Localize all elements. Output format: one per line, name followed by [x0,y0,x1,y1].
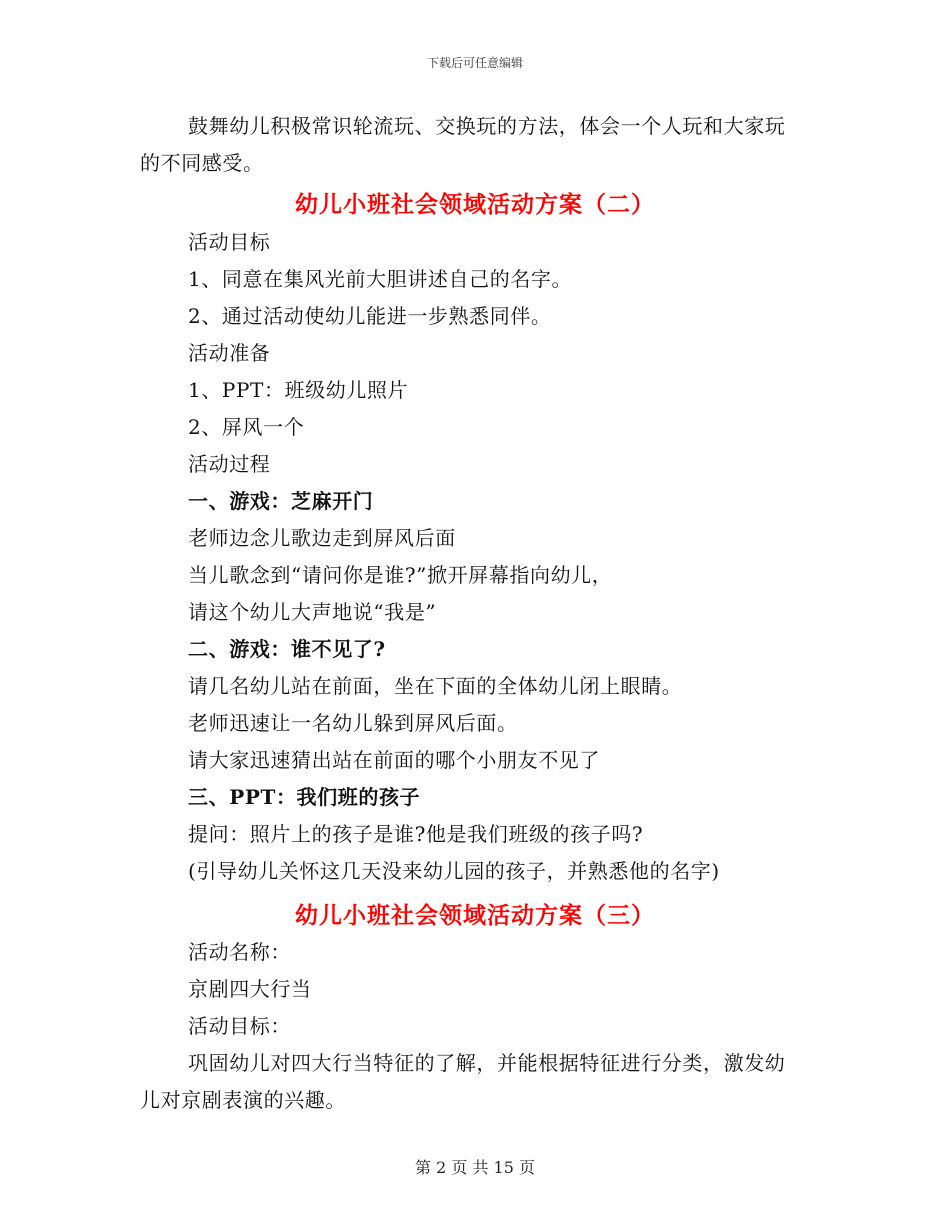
game2-line-1: 请几名幼儿站在前面，坐在下面的全体幼儿闭上眼睛。 [188,674,683,698]
section2-process-heading: 活动过程 [188,452,271,476]
game2-line-3: 请大家迅速猜出站在前面的哪个小朋友不见了 [188,748,600,772]
section2-title: 幼儿小班社会领域活动方案（二） [295,191,655,218]
section2-goal-heading: 活动目标 [188,230,271,254]
game1-line-2: 当儿歌念到“请问你是谁?”掀开屏幕指向幼儿， [188,563,613,587]
game3-heading: 三、PPT：我们班的孩子 [188,785,421,809]
page-footer: 第 2 页 共 15 页 [415,1158,535,1177]
section3-title: 幼儿小班社会领域活动方案（三） [295,902,655,929]
page-header: 下载后可任意编辑 [426,56,523,70]
game1-heading: 一、游戏：芝麻开门 [188,489,374,513]
game1-line-3: 请这个幼儿大声地说“我是” [188,600,437,624]
game2-line-2: 老师迅速让一名幼儿躲到屏风后面。 [188,711,518,735]
section3-goal-heading: 活动目标： [188,1014,291,1038]
section2-prep-1: 1、PPT：班级幼儿照片 [188,378,409,402]
game3-line-1: 提问：照片上的孩子是谁?他是我们班级的孩子吗? [188,822,644,846]
section2-prep-heading: 活动准备 [188,341,271,365]
section2-goal-1: 1、同意在集风光前大胆讲述自己的名字。 [188,267,573,291]
section2-goal-2: 2、通过活动使幼儿能进一步熟悉同伴。 [188,304,552,328]
game3-line-2: (引导幼儿关怀这几天没来幼儿园的孩子，并熟悉他的名字) [188,859,720,883]
game2-heading: 二、游戏：谁不见了? [188,637,386,661]
game1-line-1: 老师边念儿歌边走到屏风后面 [188,526,456,550]
intro-paragraph: 鼓舞幼儿积极常识轮流玩、交换玩的方法，体会一个人玩和大家玩的不同感受。 [140,114,786,175]
section3-name-heading: 活动名称： [188,940,291,964]
section2-prep-2: 2、屏风一个 [188,415,305,439]
section3-goal-paragraph: 巩固幼儿对四大行当特征的了解，并能根据特征进行分类，激发幼儿对京剧表演的兴趣。 [140,1051,786,1112]
section3-name-value: 京剧四大行当 [188,977,312,1001]
